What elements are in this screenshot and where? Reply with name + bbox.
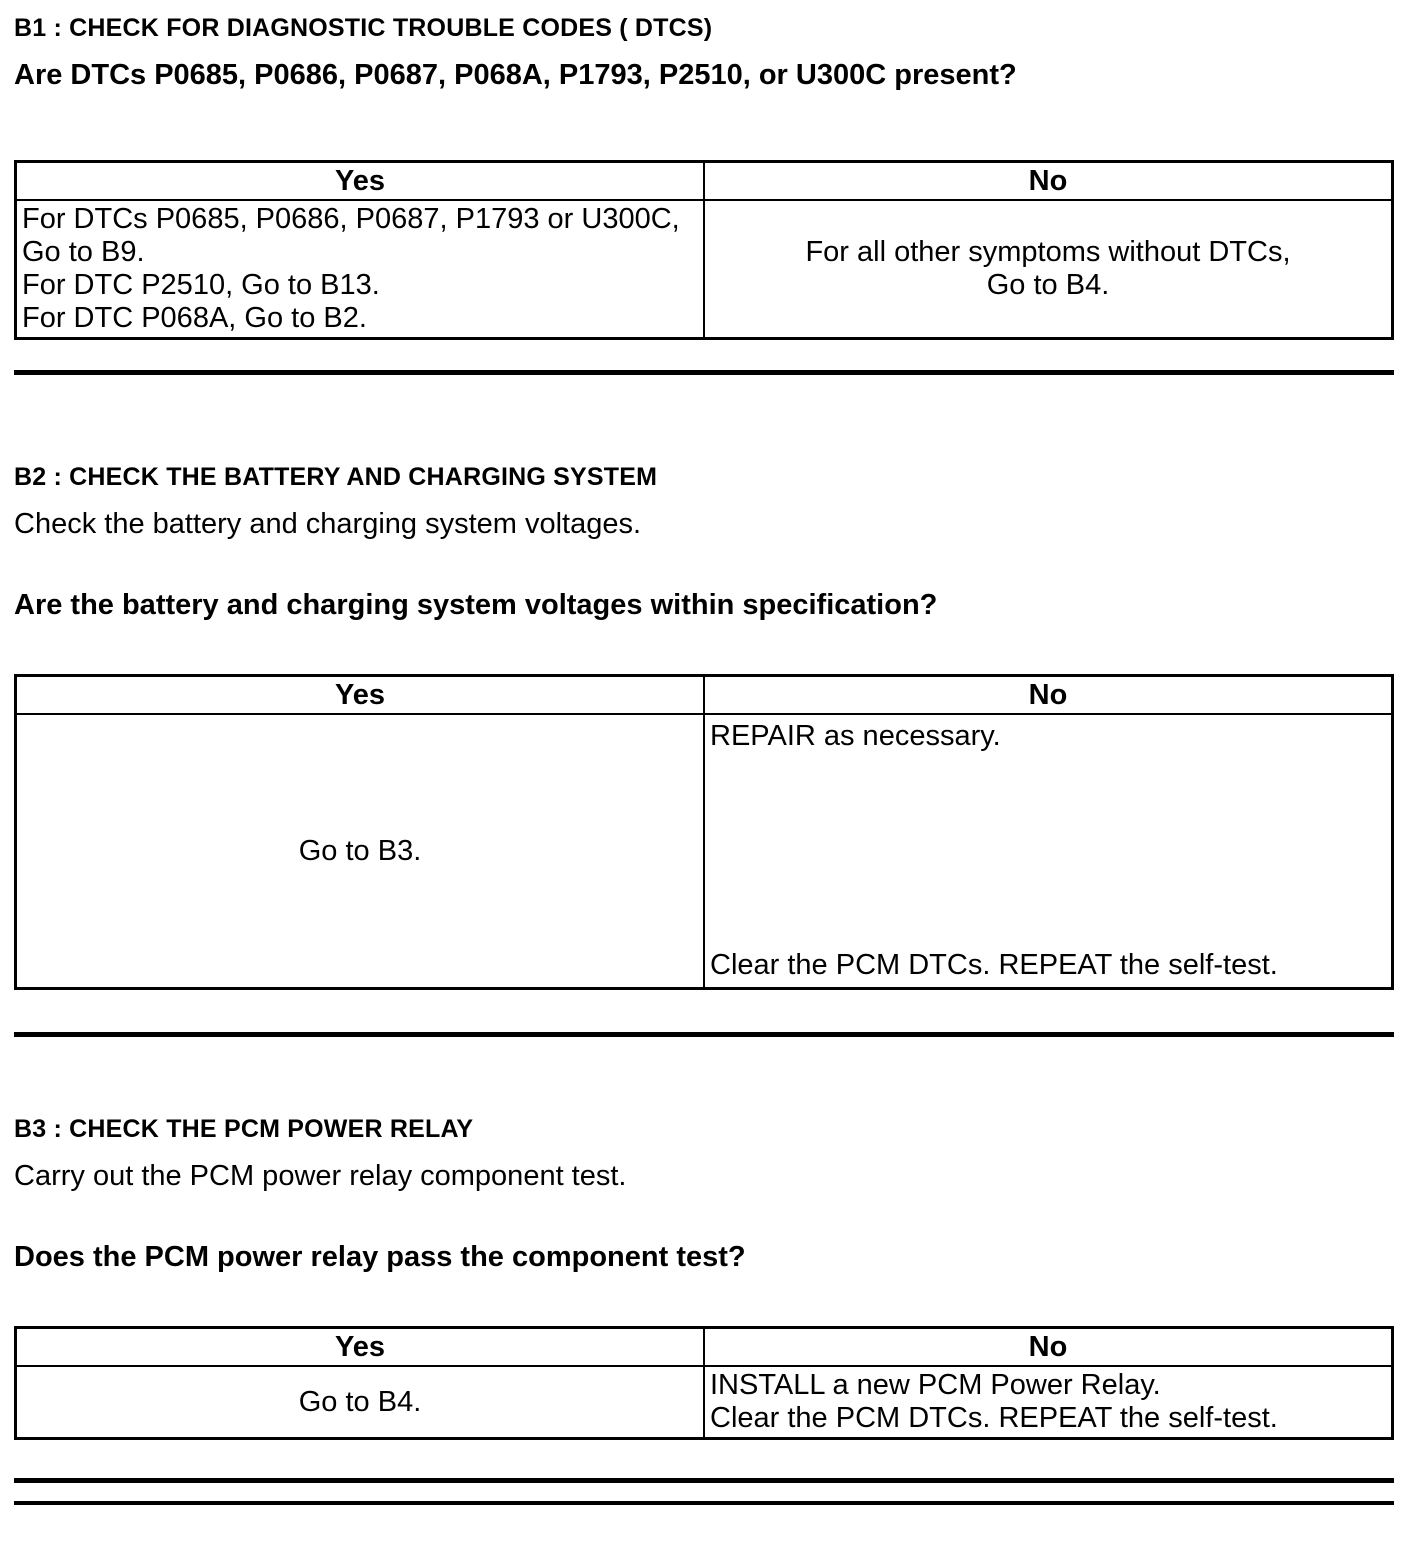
yes-cell-line: For DTC P2510, Go to B13. — [22, 269, 380, 301]
table-header-row — [16, 676, 1393, 715]
section-b1-question: Are DTCs P0685, P0686, P0687, P068A, P1793, P2510, or U300C present? — [14, 59, 1017, 91]
table-body-row — [16, 714, 1393, 989]
section-b3-question: Does the PCM power relay pass the component test? — [14, 1241, 746, 1273]
table-header-row — [16, 162, 1393, 201]
yes-cell-line: For DTCs P0685, P0686, P0687, P1793 or U300C, Go to B9. — [22, 203, 680, 268]
table-body-row — [16, 200, 1393, 339]
no-column-header: No — [704, 162, 1393, 201]
no-column-header: No — [704, 676, 1393, 715]
bottom-rule-top — [14, 1478, 1394, 1483]
no-column-header: No — [704, 1328, 1393, 1367]
yes-cell-line: For DTC P068A, Go to B2. — [22, 302, 367, 334]
yes-cell — [16, 714, 705, 989]
bottom-rule-bottom — [14, 1501, 1394, 1505]
section-b2-table — [14, 674, 1394, 990]
table-header-row — [16, 1328, 1393, 1367]
no-cell — [704, 200, 1393, 339]
section-divider — [14, 370, 1394, 375]
table-body-row — [16, 1366, 1393, 1439]
no-cell-bottom-line: Clear the PCM DTCs. REPEAT the self-test. — [710, 949, 1278, 981]
no-cell-line: Clear the PCM DTCs. REPEAT the self-test. — [710, 1402, 1278, 1434]
section-b2-question: Are the battery and charging system voltages within specification? — [14, 589, 938, 621]
no-cell — [704, 1366, 1393, 1439]
section-b3-body: Carry out the PCM power relay component test. — [14, 1160, 627, 1192]
yes-column-header: Yes — [16, 162, 705, 201]
yes-cell — [16, 1366, 705, 1439]
yes-cell-text: Go to B4. — [298, 1385, 422, 1418]
section-b2 — [14, 463, 1394, 990]
no-cell-top-line: REPAIR as necessary. — [710, 720, 1001, 752]
no-cell-line: For all other symptoms without DTCs, — [805, 236, 1291, 268]
no-cell — [704, 714, 1393, 989]
no-cell-content — [710, 720, 1386, 982]
section-b1-table — [14, 160, 1394, 340]
no-cell-line: Go to B4. — [986, 269, 1110, 301]
section-b2-body: Check the battery and charging system voltages. — [14, 508, 642, 540]
yes-cell-text: Go to B3. — [298, 834, 422, 867]
yes-column-header: Yes — [16, 1328, 705, 1367]
yes-cell — [16, 200, 705, 339]
section-b2-heading: B2 : CHECK THE BATTERY AND CHARGING SYSTEM — [14, 463, 658, 491]
section-b3-heading: B3 : CHECK THE PCM POWER RELAY — [14, 1115, 474, 1143]
section-b3-table — [14, 1326, 1394, 1440]
section-b1 — [14, 14, 1394, 340]
no-cell-line: INSTALL a new PCM Power Relay. — [710, 1369, 1161, 1401]
yes-column-header: Yes — [16, 676, 705, 715]
section-divider — [14, 1032, 1394, 1037]
section-b1-heading: B1 : CHECK FOR DIAGNOSTIC TROUBLE CODES ( DTCS) — [14, 14, 713, 42]
section-b3 — [14, 1115, 1394, 1440]
